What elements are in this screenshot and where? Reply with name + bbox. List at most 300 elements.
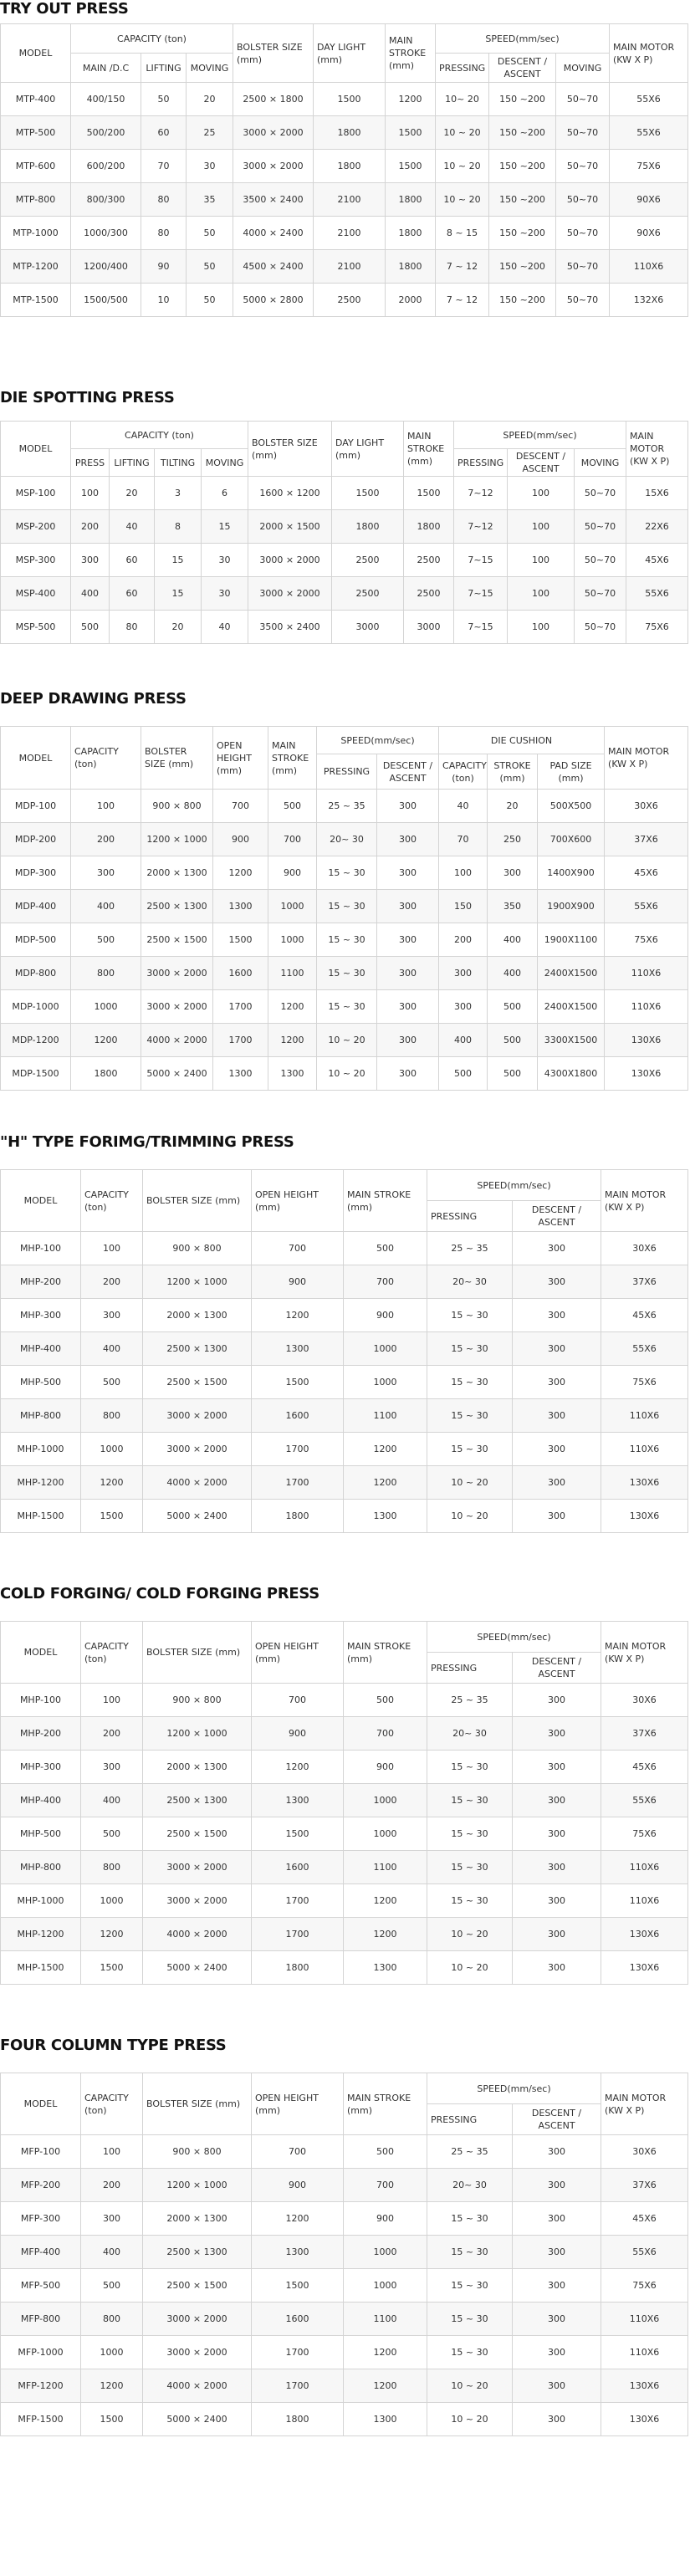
model-cell: MHP-400 bbox=[1, 1784, 81, 1817]
spec-cell: 60 bbox=[110, 544, 155, 577]
spec-cell: 300 bbox=[513, 2202, 601, 2236]
spec-cell: 10 bbox=[141, 284, 187, 317]
table-row bbox=[1, 2369, 688, 2403]
spec-cell: 30 bbox=[202, 544, 248, 577]
table-row bbox=[1, 577, 688, 611]
model-cell: MFP-400 bbox=[1, 2236, 81, 2269]
spec-cell: 90 bbox=[141, 250, 187, 284]
spec-cell: 132X6 bbox=[610, 284, 688, 317]
spec-cell: 75X6 bbox=[601, 2269, 688, 2303]
spec-cell: 1600 × 1200 bbox=[248, 477, 332, 510]
spec-cell: 300 bbox=[513, 1299, 601, 1332]
col-header-model: MODEL bbox=[1, 422, 71, 477]
spec-cell: 900 bbox=[344, 2202, 427, 2236]
spec-cell: 3000 × 2000 bbox=[248, 544, 332, 577]
col-header-open-height: OPEN HEIGHT (mm) bbox=[213, 727, 268, 790]
model-cell: MHP-1200 bbox=[1, 1466, 81, 1500]
spec-cell: 7 ~ 12 bbox=[436, 250, 489, 284]
spec-cell: 1800 bbox=[252, 1951, 344, 1985]
spec-cell: 200 bbox=[81, 2169, 143, 2202]
spec-cell: 3000 × 2000 bbox=[143, 1851, 252, 1884]
spec-cell: 15 ~ 30 bbox=[427, 1366, 513, 1399]
spec-cell: 15 bbox=[202, 510, 248, 544]
spec-cell: 4500 × 2400 bbox=[233, 250, 314, 284]
col-header-press: PRESS bbox=[71, 449, 110, 477]
spec-cell: 1200 bbox=[268, 990, 317, 1024]
spec-cell: 200 bbox=[81, 1265, 143, 1299]
spec-cell: 10~ 20 bbox=[436, 83, 489, 116]
spec-cell: 1000 bbox=[71, 990, 141, 1024]
spec-cell: 1500 bbox=[386, 116, 436, 150]
spec-cell: 100 bbox=[81, 1684, 143, 1717]
table-row bbox=[1, 544, 688, 577]
col-header-pressing: PRESSING bbox=[427, 2104, 513, 2135]
spec-cell: 300 bbox=[439, 990, 488, 1024]
spec-cell: 3000 bbox=[332, 611, 404, 644]
model-cell: MDP-500 bbox=[1, 923, 71, 957]
model-cell: MFP-300 bbox=[1, 2202, 81, 2236]
table-row bbox=[1, 1332, 688, 1366]
spec-cell: 500 bbox=[488, 1057, 538, 1091]
spec-cell: 37X6 bbox=[601, 1265, 688, 1299]
spec-cell: 100 bbox=[71, 790, 141, 823]
model-cell: MTP-600 bbox=[1, 150, 71, 183]
spec-cell: 1700 bbox=[252, 1466, 344, 1500]
spec-cell: 60 bbox=[110, 577, 155, 611]
table-row bbox=[1, 2169, 688, 2202]
spec-cell: 1500 bbox=[252, 2269, 344, 2303]
spec-cell: 1800 bbox=[386, 183, 436, 217]
spec-cell: 1000 bbox=[344, 1366, 427, 1399]
spec-cell: 25 ~ 35 bbox=[427, 2135, 513, 2169]
spec-cell: 50~70 bbox=[556, 150, 610, 183]
spec-cell: 50 bbox=[141, 83, 187, 116]
spec-cell: 1600 bbox=[252, 1399, 344, 1433]
spec-cell: 2000 × 1500 bbox=[248, 510, 332, 544]
spec-cell: 50~70 bbox=[556, 116, 610, 150]
spec-cell: 15 ~ 30 bbox=[427, 1332, 513, 1366]
spec-cell: 3300X1500 bbox=[538, 1024, 605, 1057]
spec-cell: 250 bbox=[488, 823, 538, 856]
spec-cell: 7~15 bbox=[454, 544, 508, 577]
spec-cell: 300 bbox=[513, 1951, 601, 1985]
spec-cell: 400 bbox=[71, 890, 141, 923]
model-cell: MHP-300 bbox=[1, 1299, 81, 1332]
spec-cell: 400/150 bbox=[71, 83, 141, 116]
spec-cell: 900 × 800 bbox=[143, 2135, 252, 2169]
spec-cell: 150 ~200 bbox=[489, 284, 556, 317]
spec-cell: 55X6 bbox=[601, 1784, 688, 1817]
spec-cell: 400 bbox=[71, 577, 110, 611]
spec-cell: 100 bbox=[439, 856, 488, 890]
col-header-open-height: OPEN HEIGHT (mm) bbox=[252, 1170, 344, 1232]
spec-cell: 1500 bbox=[332, 477, 404, 510]
table-row bbox=[1, 1366, 688, 1399]
spec-cell: 15 bbox=[155, 577, 202, 611]
spec-cell: 15 ~ 30 bbox=[427, 2303, 513, 2336]
spec-cell: 3000 × 2000 bbox=[248, 577, 332, 611]
col-header-pad-size: PAD SIZE (mm) bbox=[538, 754, 605, 790]
spec-cell: 1800 bbox=[386, 250, 436, 284]
spec-cell: 1600 bbox=[252, 1851, 344, 1884]
spec-cell: 800 bbox=[81, 2303, 143, 2336]
table-row bbox=[1, 923, 688, 957]
spec-cell: 900 bbox=[344, 1751, 427, 1784]
col-header-capacity: CAPACITY (ton) bbox=[71, 24, 233, 54]
model-cell: MHP-500 bbox=[1, 1366, 81, 1399]
spec-cell: 30X6 bbox=[601, 1684, 688, 1717]
spec-cell: 15X6 bbox=[626, 477, 688, 510]
spec-cell: 25 bbox=[187, 116, 233, 150]
spec-cell: 110X6 bbox=[601, 2303, 688, 2336]
spec-cell: 1500 bbox=[81, 2403, 143, 2436]
spec-cell: 300 bbox=[513, 1851, 601, 1884]
col-header-bolster: BOLSTER SIZE (mm) bbox=[143, 2073, 252, 2135]
col-header-lifting: LIFTING bbox=[141, 54, 187, 83]
col-header-model: MODEL bbox=[1, 24, 71, 83]
spec-cell: 100 bbox=[81, 2135, 143, 2169]
col-header-stroke: MAIN STROKE (mm) bbox=[404, 422, 454, 477]
spec-cell: 10 ~ 20 bbox=[436, 116, 489, 150]
spec-cell: 900 bbox=[252, 2169, 344, 2202]
spec-cell: 1700 bbox=[252, 2369, 344, 2403]
spec-cell: 700 bbox=[344, 2169, 427, 2202]
model-cell: MFP-800 bbox=[1, 2303, 81, 2336]
table-row bbox=[1, 990, 688, 1024]
spec-cell: 40 bbox=[110, 510, 155, 544]
model-cell: MHP-100 bbox=[1, 1684, 81, 1717]
spec-cell: 900 bbox=[268, 856, 317, 890]
model-cell: MTP-800 bbox=[1, 183, 71, 217]
spec-cell: 22X6 bbox=[626, 510, 688, 544]
spec-cell: 1800 bbox=[314, 150, 386, 183]
spec-cell: 900 × 800 bbox=[143, 1232, 252, 1265]
spec-cell: 1000 bbox=[344, 2269, 427, 2303]
spec-cell: 130X6 bbox=[605, 1057, 688, 1091]
spec-cell: 130X6 bbox=[601, 2369, 688, 2403]
model-cell: MDP-1200 bbox=[1, 1024, 71, 1057]
spec-cell: 130X6 bbox=[601, 1918, 688, 1951]
spec-cell: 2400X1500 bbox=[538, 990, 605, 1024]
spec-cell: 2500 × 1800 bbox=[233, 83, 314, 116]
col-header-capacity: CAPACITY (ton) bbox=[81, 1170, 143, 1232]
spec-cell: 200 bbox=[71, 510, 110, 544]
spec-cell: 300 bbox=[377, 823, 439, 856]
spec-cell: 400 bbox=[488, 957, 538, 990]
spec-cell: 20~ 30 bbox=[427, 1265, 513, 1299]
spec-cell: 90X6 bbox=[610, 183, 688, 217]
spec-cell: 50 bbox=[187, 217, 233, 250]
spec-cell: 200 bbox=[81, 1717, 143, 1751]
table-row bbox=[1, 1918, 688, 1951]
spec-cell: 300 bbox=[377, 990, 439, 1024]
spec-cell: 3000 × 2000 bbox=[141, 990, 213, 1024]
spec-cell: 1500 bbox=[314, 83, 386, 116]
spec-cell: 2500 × 1500 bbox=[143, 1366, 252, 1399]
spec-cell: 1700 bbox=[252, 1884, 344, 1918]
spec-cell: 1300 bbox=[344, 2403, 427, 2436]
spec-cell: 300 bbox=[377, 1057, 439, 1091]
spec-cell: 37X6 bbox=[601, 2169, 688, 2202]
spec-cell: 35 bbox=[187, 183, 233, 217]
model-cell: MHP-800 bbox=[1, 1399, 81, 1433]
spec-cell: 100 bbox=[508, 577, 575, 611]
table-row bbox=[1, 183, 688, 217]
col-header-die-cushion: DIE CUSHION bbox=[439, 727, 605, 754]
spec-cell: 50~70 bbox=[556, 284, 610, 317]
spec-cell: 50~70 bbox=[575, 611, 626, 644]
spec-cell: 2500 bbox=[404, 577, 454, 611]
spec-cell: 75X6 bbox=[605, 923, 688, 957]
spec-cell: 300 bbox=[513, 1366, 601, 1399]
spec-cell: 1200 bbox=[344, 1433, 427, 1466]
spec-cell: 1000/300 bbox=[71, 217, 141, 250]
col-header-descent-ascent: DESCENT / ASCENT bbox=[513, 2104, 601, 2135]
spec-cell: 1000 bbox=[344, 1332, 427, 1366]
spec-cell: 3000 × 2000 bbox=[143, 1433, 252, 1466]
spec-cell: 130X6 bbox=[601, 1500, 688, 1533]
table-row bbox=[1, 2336, 688, 2369]
spec-cell: 300 bbox=[71, 544, 110, 577]
table-row bbox=[1, 1232, 688, 1265]
table-row bbox=[1, 2303, 688, 2336]
spec-cell: 130X6 bbox=[601, 2403, 688, 2436]
spec-cell: 200 bbox=[71, 823, 141, 856]
spec-table bbox=[0, 1169, 688, 1533]
table-row bbox=[1, 1851, 688, 1884]
model-cell: MHP-1000 bbox=[1, 1433, 81, 1466]
spec-cell: 500 bbox=[71, 923, 141, 957]
spec-cell: 7~12 bbox=[454, 510, 508, 544]
spec-cell: 100 bbox=[508, 510, 575, 544]
spec-cell: 2500 × 1300 bbox=[141, 890, 213, 923]
col-header-motor: MAIN MOTOR (KW X P) bbox=[626, 422, 688, 477]
spec-cell: 55X6 bbox=[601, 2236, 688, 2269]
spec-cell: 2500 bbox=[404, 544, 454, 577]
spec-cell: 5000 × 2800 bbox=[233, 284, 314, 317]
table-row bbox=[1, 1884, 688, 1918]
spec-cell: 10 ~ 20 bbox=[436, 183, 489, 217]
spec-cell: 3000 × 2000 bbox=[143, 1399, 252, 1433]
spec-cell: 2000 bbox=[386, 284, 436, 317]
spec-cell: 20~ 30 bbox=[427, 2169, 513, 2202]
spec-cell: 500 bbox=[344, 1232, 427, 1265]
spec-cell: 15 ~ 30 bbox=[427, 2236, 513, 2269]
spec-cell: 600/200 bbox=[71, 150, 141, 183]
table-row bbox=[1, 150, 688, 183]
spec-cell: 700 bbox=[252, 1684, 344, 1717]
spec-cell: 300 bbox=[513, 2303, 601, 2336]
spec-cell: 300 bbox=[513, 1684, 601, 1717]
spec-cell: 1200 bbox=[344, 2369, 427, 2403]
spec-cell: 1200 bbox=[344, 1884, 427, 1918]
table-row bbox=[1, 1784, 688, 1817]
spec-cell: 50~70 bbox=[556, 217, 610, 250]
table-row bbox=[1, 1265, 688, 1299]
spec-cell: 50~70 bbox=[575, 544, 626, 577]
table-row bbox=[1, 217, 688, 250]
spec-cell: 1100 bbox=[344, 1851, 427, 1884]
col-header-pressing: PRESSING bbox=[427, 1653, 513, 1684]
spec-cell: 25 ~ 35 bbox=[427, 1684, 513, 1717]
col-header-speed: SPEED(mm/sec) bbox=[427, 1622, 601, 1653]
spec-cell: 5000 × 2400 bbox=[143, 2403, 252, 2436]
spec-cell: 300 bbox=[513, 2336, 601, 2369]
spec-cell: 3500 × 2400 bbox=[248, 611, 332, 644]
spec-cell: 1200 bbox=[268, 1024, 317, 1057]
col-header-moving: MOVING bbox=[187, 54, 233, 83]
table-row bbox=[1, 1024, 688, 1057]
spec-cell: 700 bbox=[252, 2135, 344, 2169]
spec-cell: 4000 × 2400 bbox=[233, 217, 314, 250]
spec-cell: 300 bbox=[513, 1751, 601, 1784]
spec-cell: 1200/400 bbox=[71, 250, 141, 284]
spec-cell: 15 ~ 30 bbox=[427, 2269, 513, 2303]
spec-cell: 1300 bbox=[213, 890, 268, 923]
spec-cell: 2100 bbox=[314, 250, 386, 284]
model-cell: MHP-200 bbox=[1, 1265, 81, 1299]
col-header-stroke: MAIN STROKE (mm) bbox=[268, 727, 317, 790]
spec-cell: 1100 bbox=[268, 957, 317, 990]
model-cell: MFP-1200 bbox=[1, 2369, 81, 2403]
spec-cell: 1800 bbox=[404, 510, 454, 544]
spec-cell: 1200 bbox=[252, 1299, 344, 1332]
spec-cell: 1600 bbox=[213, 957, 268, 990]
col-header-lifting: LIFTING bbox=[110, 449, 155, 477]
spec-cell: 2000 × 1300 bbox=[143, 1299, 252, 1332]
spec-cell: 350 bbox=[488, 890, 538, 923]
spec-cell: 1700 bbox=[252, 1918, 344, 1951]
spec-cell: 15 ~ 30 bbox=[317, 990, 377, 1024]
spec-cell: 37X6 bbox=[601, 1717, 688, 1751]
col-header-speed: SPEED(mm/sec) bbox=[454, 422, 626, 449]
model-cell: MFP-500 bbox=[1, 2269, 81, 2303]
spec-cell: 150 ~200 bbox=[489, 217, 556, 250]
spec-cell: 500 bbox=[71, 611, 110, 644]
spec-cell: 2000 × 1300 bbox=[143, 1751, 252, 1784]
spec-cell: 150 ~200 bbox=[489, 116, 556, 150]
model-cell: MDP-1500 bbox=[1, 1057, 71, 1091]
spec-cell: 500 bbox=[488, 1024, 538, 1057]
model-cell: MHP-1000 bbox=[1, 1884, 81, 1918]
spec-cell: 50 bbox=[187, 284, 233, 317]
spec-cell: 3000 × 2000 bbox=[143, 2303, 252, 2336]
spec-cell: 300 bbox=[513, 1399, 601, 1433]
model-cell: MHP-200 bbox=[1, 1717, 81, 1751]
spec-cell: 400 bbox=[81, 1332, 143, 1366]
spec-cell: 15 ~ 30 bbox=[427, 1399, 513, 1433]
col-header-cushion-capacity: CAPACITY (ton) bbox=[439, 754, 488, 790]
spec-cell: 20 bbox=[488, 790, 538, 823]
spec-cell: 1200 × 1000 bbox=[143, 1717, 252, 1751]
spec-cell: 110X6 bbox=[610, 250, 688, 284]
spec-cell: 300 bbox=[513, 1817, 601, 1851]
table-row bbox=[1, 1399, 688, 1433]
spec-cell: 1800 bbox=[386, 217, 436, 250]
spec-cell: 1200 bbox=[81, 1466, 143, 1500]
spec-cell: 500 bbox=[344, 1684, 427, 1717]
spec-table bbox=[0, 726, 688, 1091]
spec-cell: 400 bbox=[81, 1784, 143, 1817]
section-title: TRY OUT PRESS bbox=[0, 0, 129, 18]
spec-cell: 4000 × 2000 bbox=[143, 1466, 252, 1500]
spec-cell: 1500 bbox=[404, 477, 454, 510]
model-cell: MDP-100 bbox=[1, 790, 71, 823]
spec-cell: 7~15 bbox=[454, 611, 508, 644]
spec-cell: 3000 × 2000 bbox=[233, 116, 314, 150]
spec-cell: 2000 × 1300 bbox=[141, 856, 213, 890]
spec-cell: 45X6 bbox=[601, 2202, 688, 2236]
model-cell: MDP-1000 bbox=[1, 990, 71, 1024]
spec-cell: 1800 bbox=[71, 1057, 141, 1091]
spec-cell: 2000 × 1300 bbox=[143, 2202, 252, 2236]
spec-cell: 100 bbox=[508, 544, 575, 577]
spec-cell: 90X6 bbox=[610, 217, 688, 250]
table-row bbox=[1, 477, 688, 510]
spec-cell: 1000 bbox=[81, 2336, 143, 2369]
spec-cell: 7~15 bbox=[454, 577, 508, 611]
spec-cell: 300 bbox=[377, 890, 439, 923]
model-cell: MHP-300 bbox=[1, 1751, 81, 1784]
table-row bbox=[1, 1751, 688, 1784]
spec-cell: 1000 bbox=[268, 923, 317, 957]
spec-cell: 1700 bbox=[213, 990, 268, 1024]
spec-cell: 300 bbox=[377, 957, 439, 990]
spec-cell: 300 bbox=[513, 1717, 601, 1751]
spec-cell: 10 ~ 20 bbox=[317, 1057, 377, 1091]
spec-cell: 1500 bbox=[252, 1817, 344, 1851]
spec-cell: 50~70 bbox=[575, 477, 626, 510]
spec-cell: 130X6 bbox=[601, 1466, 688, 1500]
spec-cell: 100 bbox=[81, 1232, 143, 1265]
spec-cell: 10 ~ 20 bbox=[427, 1951, 513, 1985]
col-header-descent-ascent: DESCENT / ASCENT bbox=[489, 54, 556, 83]
spec-cell: 1300 bbox=[252, 1332, 344, 1366]
table-row bbox=[1, 1057, 688, 1091]
col-header-bolster: BOLSTER SIZE (mm) bbox=[141, 727, 213, 790]
spec-cell: 300 bbox=[513, 1784, 601, 1817]
spec-cell: 15 ~ 30 bbox=[317, 957, 377, 990]
col-header-model: MODEL bbox=[1, 1622, 81, 1684]
spec-cell: 1200 bbox=[71, 1024, 141, 1057]
col-header-pressing: PRESSING bbox=[427, 1201, 513, 1232]
col-header-bolster: BOLSTER SIZE (mm) bbox=[143, 1622, 252, 1684]
spec-cell: 20~ 30 bbox=[317, 823, 377, 856]
spec-cell: 1300 bbox=[268, 1057, 317, 1091]
col-header-bolster: BOLSTER SIZE (mm) bbox=[143, 1170, 252, 1232]
table-row bbox=[1, 1433, 688, 1466]
spec-cell: 1800 bbox=[332, 510, 404, 544]
spec-cell: 400 bbox=[488, 923, 538, 957]
spec-cell: 3000 × 2000 bbox=[143, 2336, 252, 2369]
spec-cell: 1700 bbox=[252, 2336, 344, 2369]
model-cell: MTP-1000 bbox=[1, 217, 71, 250]
spec-cell: 1200 bbox=[213, 856, 268, 890]
model-cell: MHP-1200 bbox=[1, 1918, 81, 1951]
model-cell: MSP-100 bbox=[1, 477, 71, 510]
spec-cell: 8 ~ 15 bbox=[436, 217, 489, 250]
spec-cell: 500X500 bbox=[538, 790, 605, 823]
spec-cell: 1800 bbox=[314, 116, 386, 150]
spec-cell: 20 bbox=[187, 83, 233, 116]
col-header-bolster: BOLSTER SIZE (mm) bbox=[248, 422, 332, 477]
spec-cell: 1000 bbox=[81, 1433, 143, 1466]
spec-cell: 3000 × 2000 bbox=[233, 150, 314, 183]
section-title: FOUR COLUMN TYPE PRESS bbox=[0, 2037, 227, 2054]
table-row bbox=[1, 2135, 688, 2169]
col-header-speed: SPEED(mm/sec) bbox=[427, 1170, 601, 1201]
spec-cell: 15 ~ 30 bbox=[317, 890, 377, 923]
